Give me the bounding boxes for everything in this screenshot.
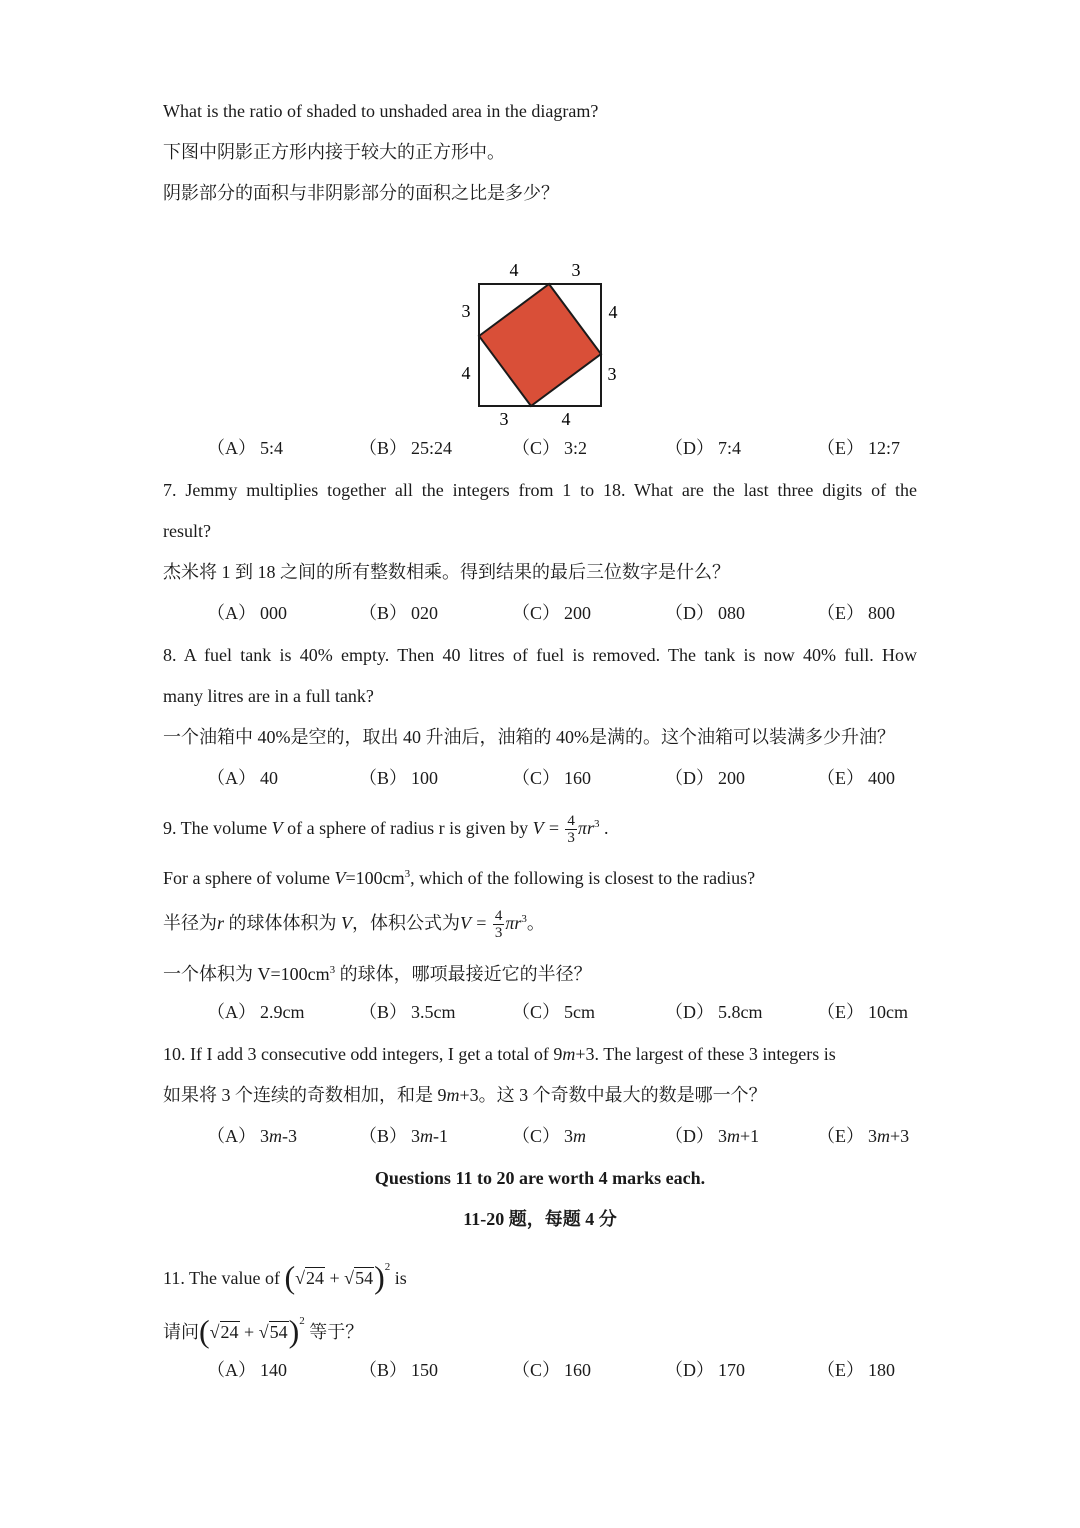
q9-question-en-2: For a sphere of volume $V=100cm^3$, which of the following is closest to the radius?	[163, 868, 756, 888]
q7-option-b[interactable]: （B） 020	[359, 603, 439, 623]
q8-option-b[interactable]: （B） 100	[359, 768, 439, 788]
sqrt-54-cn: √54	[258, 1322, 288, 1342]
q10-option-c[interactable]: （C） 3m	[512, 1126, 587, 1146]
q9-option-a[interactable]: （A） 2.9cm	[207, 1002, 305, 1022]
q6-option-e[interactable]: （E） 12:7	[817, 438, 901, 458]
label-top-1: 4	[509, 260, 519, 280]
label-left-2: 4	[461, 363, 471, 383]
q10-option-e[interactable]: （E） 3m+3	[817, 1126, 910, 1146]
q8-option-d[interactable]: （D） 200	[665, 768, 745, 788]
label-left-1: 3	[461, 301, 471, 321]
q9-option-e[interactable]: （E） 10cm	[817, 1002, 908, 1022]
label-right-2: 3	[607, 364, 617, 384]
q9-option-c[interactable]: （C） 5cm	[512, 1002, 596, 1022]
q8-question-en-2: many litres are in a full tank?	[163, 686, 374, 706]
label-bottom-2: 4	[561, 409, 571, 429]
q8-option-e[interactable]: （E） 400	[817, 768, 895, 788]
q8-question-en-1: 8. A fuel tank is 40% empty. Then 40 litres of fuel is removed. The tank is now 40% full. How	[163, 645, 917, 665]
shaded-inner-square	[479, 284, 601, 406]
q7-question-cn: 杰米将 1 到 18 之间的所有整数相乘。得到结果的最后三位数字是什么？	[163, 562, 730, 582]
q11-question-en: 11. The value of $(√24 + √54)^2$ is	[163, 1259, 407, 1295]
q9-option-b[interactable]: （B） 3.5cm	[359, 1002, 456, 1022]
q11-option-b[interactable]: （B） 150	[359, 1360, 439, 1380]
q7-option-e[interactable]: （E） 800	[817, 603, 895, 623]
q11-question-cn: 请问$(√24 + √54)^2$ 等于？	[163, 1313, 364, 1349]
label-bottom-1: 3	[499, 409, 509, 429]
q9-question-en-1: 9. The volume V of a sphere of radius r is given by V = $\frac{4}{3}$ $\pi r^3$ .	[163, 813, 609, 847]
q7-option-a[interactable]: （A） 000	[207, 603, 287, 623]
q8-options	[0, 766, 1080, 790]
q10-question-en: 10. If I add 3 consecutive odd integers, I get a total of 9m+3. The largest of these 3 integers is	[163, 1044, 836, 1064]
q8-option-c[interactable]: （C） 160	[512, 768, 592, 788]
q10-option-b[interactable]: （B） 3m-1	[359, 1126, 449, 1146]
q10-question-cn: 如果将 3 个连续的奇数相加，和是 9m+3。这 3 个奇数中最大的数是哪一个？	[163, 1085, 767, 1105]
q6-option-c[interactable]: （C） 3:2	[512, 438, 588, 458]
q10-option-d[interactable]: （D） 3m+1	[665, 1126, 760, 1146]
label-top-2: 3	[571, 260, 581, 280]
q7-options	[0, 601, 1080, 625]
q7-question-en-2: result?	[163, 521, 211, 541]
q11-option-d[interactable]: （D） 170	[665, 1360, 745, 1380]
q11-option-a[interactable]: （A） 140	[207, 1360, 287, 1380]
q11-expression: $(√24 + √54)^2$	[284, 1259, 391, 1295]
q7-question-en-1: 7. Jemmy multiplies together all the integers from 1 to 18. What are the last three digits of the	[163, 480, 917, 500]
section-header-en: Questions 11 to 20 are worth 4 marks each.	[374, 1168, 706, 1188]
q6-question-en: What is the ratio of shaded to unshaded area in the diagram?	[163, 101, 599, 121]
q10-options	[0, 1124, 1080, 1148]
q9-option-d[interactable]: （D） 5.8cm	[665, 1002, 763, 1022]
q11-options	[0, 1358, 1080, 1382]
q11-expression-cn: $(√24 + √54)^2$	[199, 1313, 305, 1349]
q9-question-cn-1: 半径为r 的球体体积为 V，体积公式为V = $\frac{4}{3}$ $\pi r^3$。	[163, 908, 545, 942]
q11-option-c[interactable]: （C） 160	[512, 1360, 592, 1380]
q8-option-a[interactable]: （A） 40	[207, 768, 278, 788]
label-right-1: 4	[608, 302, 618, 322]
q6-square-diagram	[440, 252, 640, 432]
q6-option-a[interactable]: （A） 5:4	[207, 438, 284, 458]
q10-option-a[interactable]: （A） 3m-3	[207, 1126, 297, 1146]
q6-option-d[interactable]: （D） 7:4	[665, 438, 742, 458]
q9-question-cn-2: 一个体积为 $V=100cm^3$ 的球体，哪项最接近它的半径？	[163, 964, 592, 984]
fraction-4-3-cn: $\frac{4}{3}$	[494, 908, 503, 942]
section-header-cn: 11-20 题，每题 4 分	[463, 1209, 617, 1229]
q6-option-b[interactable]: （B） 25:24	[359, 438, 453, 458]
q6-options	[0, 436, 1080, 460]
q6-question-cn-1: 下图中阴影正方形内接于较大的正方形中。	[163, 142, 505, 162]
q9-options	[0, 1000, 1080, 1024]
q6-question-cn-2: 阴影部分的面积与非阴影部分的面积之比是多少？	[163, 183, 559, 203]
q9-formula: V = $\frac{4}{3}$ $\pi r^3$	[532, 813, 600, 847]
fraction-4-3: $\frac{4}{3}$	[567, 813, 575, 847]
sqrt-54: √54	[344, 1268, 374, 1288]
sqrt-24-cn: √24	[209, 1322, 239, 1342]
q8-question-cn: 一个油箱中 40%是空的，取出 40 升油后，油箱的 40%是满的。这个油箱可以装满多少升油？	[163, 727, 895, 747]
sqrt-24: √24	[295, 1268, 325, 1288]
q11-option-e[interactable]: （E） 180	[817, 1360, 895, 1380]
q7-option-c[interactable]: （C） 200	[512, 603, 592, 623]
q7-option-d[interactable]: （D） 080	[665, 603, 745, 623]
